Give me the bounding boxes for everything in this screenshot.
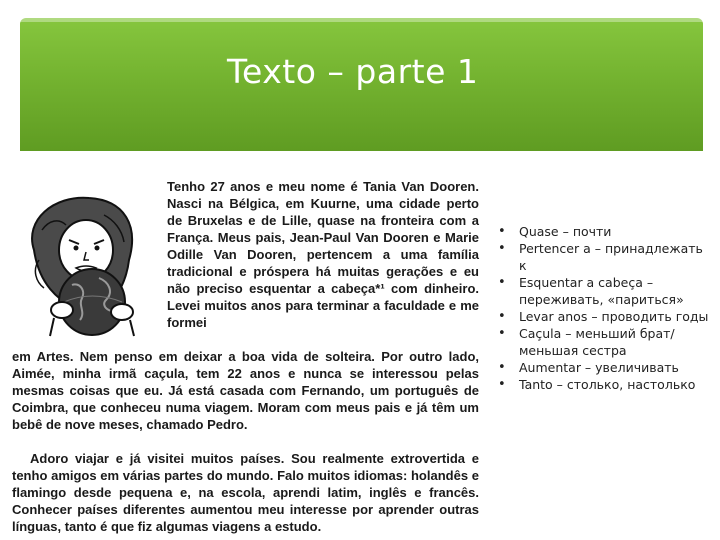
glossary-item: • Aumentar – увеличивать (498, 359, 713, 376)
reading-text-image (12, 178, 482, 534)
girl-with-globe-illustration (14, 190, 162, 340)
glossary-item: • Quase – почти (498, 223, 713, 240)
glossary-list (498, 223, 713, 393)
glossary-item: • Esquentar a cabeça – переживать, «париться» (498, 274, 713, 308)
slide-title: Texto – parte 1 (227, 52, 479, 91)
glossary-item: • Levar anos – проводить годы (498, 308, 713, 325)
reading-paragraph-second: Adoro viajar e já visitei muitos países. Sou realmente extrovertida e tenho amigos em várias partes do mundo. Falo muitos idiomas: holandês e flamingo desde pequena e, na escola, aprendi latim, inglês e francês. Conhecer países diferentes aumentou meu interesse por aprender outras línguas, tanto é que fiz algumas viagens a estudo. (12, 451, 479, 534)
glossary-item: • Pertencer a – принадлежать к (498, 240, 713, 274)
glossary-item: • Tanto – столько, настолько (498, 376, 713, 393)
reading-paragraph-continuation: em Artes. Nem penso em deixar a boa vida de solteira. Por outro lado, Aimée, minha irmã caçula, tem 22 anos e nunca se interessou pelas mesmas coisas que eu. Já está casada com Fernando, um português de Coimbra, que conheceu numa viagem. Moram com meus pais e já têm um bebê de nove meses, chamado Pedro. (12, 349, 479, 432)
glossary-item: • Caçula – меньший брат/ меньшая сестра (498, 325, 713, 359)
reading-paragraph-top: Tenho 27 anos e meu nome é Tania Van Dooren. Nasci na Bélgica, em Kuurne, uma cidade perto de Bruxelas e de Lille, quase na fronteira com a França. Meus pais, Jean-Paul Van Dooren e Marie Odille Van Dooren, pertencem a uma família tradicional e próspera há muitas gerações e eu não preciso esquentar a cabeça*¹ com dinheiro. Levei muitos anos para terminar a faculdade e me formei (167, 179, 479, 330)
